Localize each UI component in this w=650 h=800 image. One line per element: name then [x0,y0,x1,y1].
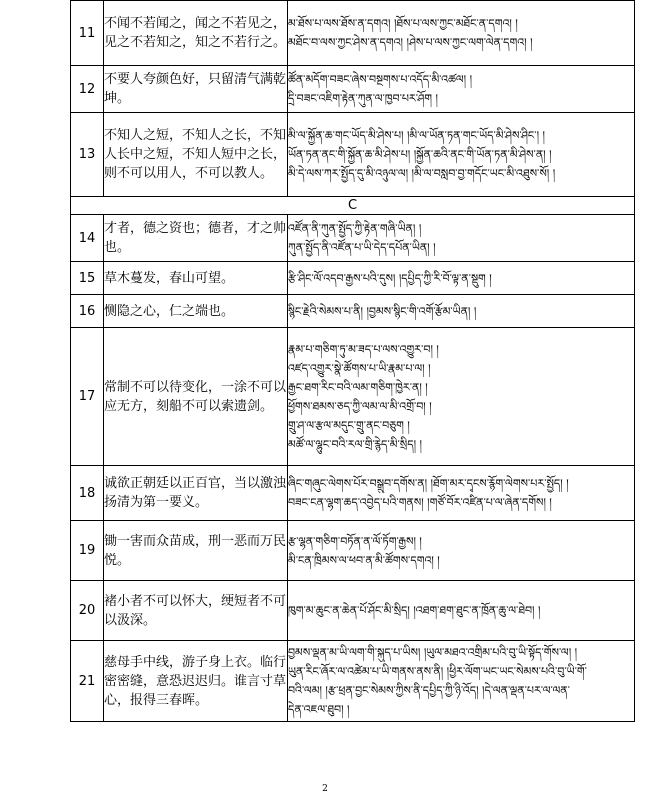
row-number: 18 [71,466,104,521]
section-label: C [71,197,635,215]
page-number: 2 [322,784,328,794]
row-number: 14 [71,215,104,262]
tibetan-line: སྙིང་རྗེའི་སེམས་པ་ནི། །བྱམས་སྙིང་གི་འགོ་རྩོམ་ཡིན། ། [288,304,477,318]
tibetan-line: བྱམས་ལྡན་མ་ཡི་ལག་གི་སྐུད་པ་ཡིས། །ཡུལ་མཐའ་འགྲིམ་པའི་བུ་ཡི་སྟོད་གོས་ལ། ། [288,646,578,659]
tibetan-line: རྒྱང་ཐག་རིང་བའི་ལམ་གཅིག་ཁྱེར་ན། ། [288,380,428,394]
chinese-text: 草木蔓发，春山可望。 [104,262,288,295]
tibetan-line: འཛད་འགྱུར་སྣེ་ཚོགས་པ་ཡི་རྣམ་པ་ལ། ། [288,361,431,375]
tibetan-line: རྩི་ཤིང་ལོ་འདབ་རྒྱས་པའི་དུས། །དཔྱིད་ཀྱི་རི་བོ་ལྟ་ན་སྡུག ། [288,271,492,285]
tibetan-line: མི་དེ་ལས་ཀར་སྤྱོད་དུ་མི་འཉུལ་ལ། །མི་ལ་བསླབ་བྱ་གདོང་ཡང་མི་འཐུས་སོ། ། [288,167,556,180]
tibetan-line: ཞིང་གཞུང་ལེགས་པོར་བསྒྲུབ་དགོས་ན། །ཐོག་མར་དྭངས་རྙོག་ལེགས་པར་སྤྱོད། ། [288,477,569,490]
chinese-text: 慈母手中线，游子身上衣。临行密密缝，意恐迟迟归。谁言寸草心，报得三春晖。 [104,641,288,722]
chinese-text: 不闻不若闻之，闻之不若见之，见之不若知之，知之不若行之。 [104,1,288,66]
chinese-text: 恻隐之心，仁之端也。 [104,295,288,328]
table-row [71,295,635,328]
section-header-row [71,197,635,215]
tibetan-text [288,328,635,466]
row-number: 21 [71,641,104,722]
tibetan-text [288,215,635,262]
tibetan-line: མཚོ་ལ་ལྷུང་བའི་རལ་གྲི་རྙེད་མི་སྲིད། ། [288,437,422,451]
tibetan-line: ཀུན་སྤྱོད་ནི་འཛོན་པ་ཡི་དེད་དཔོན་ཡིན། ། [288,241,436,254]
tibetan-text [288,521,635,581]
tibetan-text [288,295,635,328]
row-number: 11 [71,1,104,66]
table-row [71,521,635,581]
tibetan-text [288,113,635,197]
row-number: 12 [71,66,104,113]
tibetan-line: བའི་ལམ། །རྩ་ཕྲན་བྱང་སེམས་ཀྱིས་ནི་དཔྱིད་ཀྱི་ཉི་འོད། །དེ་ལན་ལྡན་པར་ལ་ལན་ [288,684,570,697]
tibetan-text [288,262,635,295]
tibetan-text [288,1,635,66]
tibetan-text [288,66,635,113]
tibetan-line: ཚོན་མདོག་བཟང་ཞེས་བསྔགས་པ་འདོད་མི་འཚལ། ། [288,73,473,86]
tibetan-line: འཛོན་ནི་ཀུན་སྤྱོད་ཀྱི་རྟེན་གཞི་ཡིན། ། [288,222,422,235]
translation-table [70,0,635,722]
tibetan-line: ཕྱོགས་ཐམས་ཅད་ཀྱི་ལམ་ལ་མི་འགྲོ་བ། ། [288,399,432,413]
tibetan-line: ཡོན་ཏན་ནང་གི་སྐྱོན་ཆ་མི་ཤེས་པ། །སྐྱོན་ཆའི་ནང་གི་ཡོན་ཏན་མི་ཤེས་ན། ། [288,148,552,161]
chinese-text: 才者，德之资也；德者，才之帅也。 [104,215,288,262]
table-row [71,1,635,66]
tibetan-line: མི་ངན་ཁྲིམས་ལ་ཕབ་ན་མི་ཚོགས་དགའ། ། [288,553,440,567]
table-row [71,581,635,641]
table-row [71,215,635,262]
tibetan-line: རྣམ་པ་གཅིག་ཏུ་མ་ཟད་པ་ལས་འགྱུར་བ། ། [288,342,439,356]
tibetan-line: བཟང་ངན་ལྷག་ཆད་འབྱེད་པའི་གནས། །གཙོ་བོར་འཛིན་པ་ལ་ཞེན་དགོས། ། [288,496,552,509]
row-number: 16 [71,295,104,328]
tibetan-text [288,466,635,521]
tibetan-line: མི་ལ་སྐྱོན་ཆ་གང་ཡོད་མི་ཤེས་པ། །མི་ལ་ཡོན་ཏན་གང་ཡོད་མི་ཤེས་ཤིང་། ། [288,129,545,142]
table-row [71,262,635,295]
tibetan-text [288,641,635,722]
row-number: 13 [71,113,104,197]
row-number: 15 [71,262,104,295]
table-row [71,113,635,197]
table-row [71,66,635,113]
tibetan-line: གྲུ་ཤ་ལ་རྩལ་མདུང་གྲུ་ནང་བཅུག ། [288,418,410,432]
tibetan-line: དྲི་བཟང་འཇིག་རྟེན་ཀུན་ལ་ཁྱབ་པར་ཤོག ། [288,92,438,105]
tibetan-text [288,581,635,641]
tibetan-line: ཡུན་རིང་ཞོར་ལ་འཚེམ་པ་ཡི་གནས་ནས་ནི། །ཕྱིར་ལོག་ཡང་ཡང་སེམས་པའི་བུ་ཡི་གོ་ [288,665,587,678]
chinese-text: 诚欲正朝廷以正百官，当以激浊扬清为第一要义。 [104,466,288,521]
table-row [71,641,635,722]
chinese-text: 不知人之短，不知人之长，不知人长中之短，不知人短中之长，则不可以用人，不可以教人。 [104,113,288,197]
chinese-text: 褚小者不可以怀大，绠短者不可以汲深。 [104,581,288,641]
tibetan-line: ཁུག་མ་ཆུང་ན་ཆེན་པོ་ཤོང་མི་སྲིད། །འཐག་ཐག་ཐུང་ན་ཁྲོན་ཆུ་ལ་ཐེབ། ། [288,604,541,617]
chinese-text: 常制不可以待变化，一涂不可以应无方，刻船不可以索遗剑。 [104,328,288,466]
row-number: 17 [71,328,104,466]
row-number: 19 [71,521,104,581]
tibetan-line: རྩ་ལྷན་གཅིག་བཏོན་ན་ལོ་ཏོག་རྒྱས། ། [288,534,422,548]
table-row [71,466,635,521]
row-number: 20 [71,581,104,641]
chinese-text: 不要人夸颜色好，只留清气满乾坤。 [104,66,288,113]
tibetan-line: མ་ཐོས་པ་ལས་ཐོས་ན་དགའ། །ཐོས་པ་ལས་ཀྱང་མཐོང་ན་དགའ། ། [288,17,518,30]
chinese-text: 锄一害而众苗成，刑一恶而万民悦。 [104,521,288,581]
tibetan-line: མཐོང་བ་ལས་ཀྱང་ཤེས་ན་དགའ། །ཤེས་པ་ལས་ཀྱང་ལག་ལེན་དགའ། ། [288,36,533,49]
tibetan-line: དེན་འཇལ་ཐུབ། ། [288,703,350,716]
table-row [71,328,635,466]
